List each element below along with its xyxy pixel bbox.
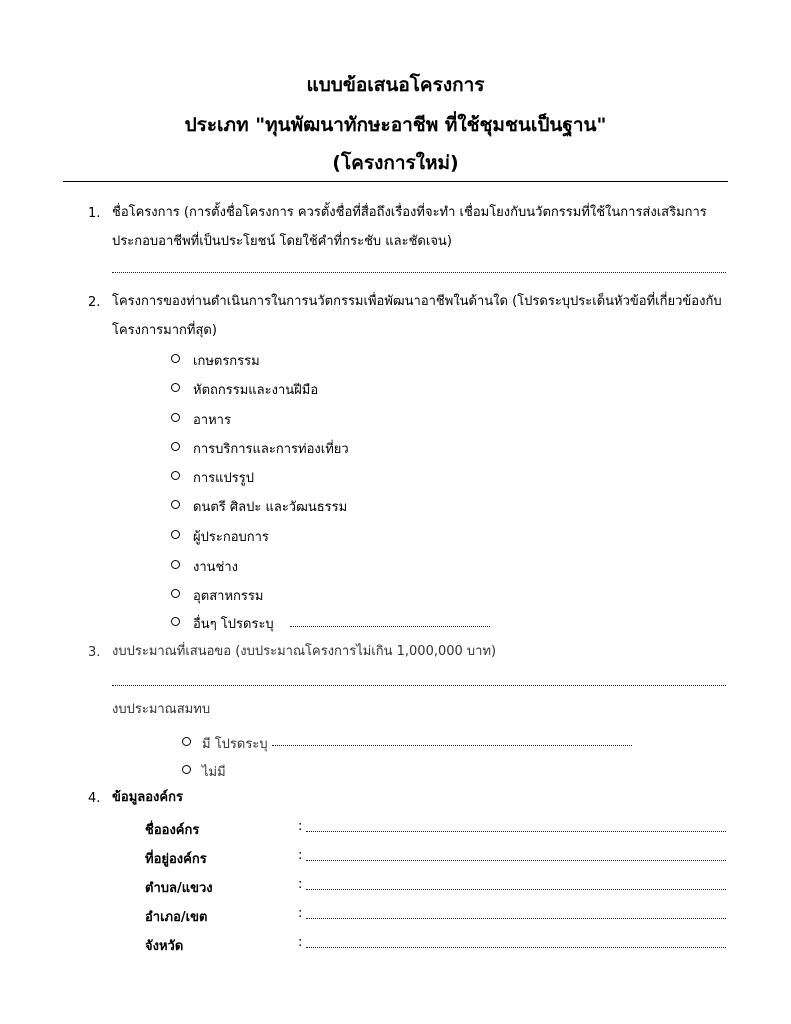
radio-option[interactable] [171, 383, 180, 392]
q2-text-line1: โครงการของท่านดำเนินการในการนวัตกรรมเพื่อพัฒนาอาชีพในด้านใด (โปรดระบุประเด็นหัวข้อที่เกี่ยวข้องกับ [112, 294, 722, 309]
field-colon: : [298, 819, 303, 834]
q2-option-label: การบริการและการท่องเที่ยว [193, 442, 349, 457]
q3-cofund-specify-line[interactable] [272, 745, 632, 746]
q3-answer-line[interactable] [112, 685, 726, 686]
q2-option-label: อื่นๆ โปรดระบุ [193, 617, 274, 632]
q2-option-label: เกษตรกรรม [193, 354, 260, 369]
q2-text-line2: โครงการมากที่สุด) [112, 323, 217, 338]
radio-option[interactable] [171, 589, 180, 598]
q4-number: 4. [88, 791, 101, 806]
field-colon: : [298, 877, 303, 892]
q2-number: 2. [88, 295, 101, 310]
q3-option-label: ไม่มี [202, 765, 226, 780]
q1-text-line2: ประกอบอาชีพที่เป็นประโยชน์ โดยใช้คำที่กระชับ และชัดเจน) [112, 234, 452, 249]
field-colon: : [298, 848, 303, 863]
q1-answer-line[interactable] [112, 272, 726, 273]
org-field-label: อำเภอ/เขต [145, 910, 208, 925]
form-subtitle: (โครงการใหม่) [332, 152, 459, 174]
q2-other-specify-line[interactable] [290, 626, 490, 627]
org-province-input-line[interactable] [306, 947, 726, 948]
q1-number: 1. [88, 206, 101, 221]
q2-option-label: งานช่าง [193, 560, 239, 575]
radio-option[interactable] [171, 500, 180, 509]
radio-option[interactable] [171, 617, 180, 626]
form-title: แบบข้อเสนอโครงการ [306, 74, 485, 96]
radio-option[interactable] [171, 530, 180, 539]
org-field-label: ตำบล/แขวง [145, 881, 213, 896]
q2-option-label: อุตสาหกรรม [193, 589, 264, 604]
org-field-label: ชื่อองค์กร [145, 823, 200, 838]
q2-option-label: ผู้ประกอบการ [193, 530, 269, 545]
org-subdistrict-input-line[interactable] [306, 889, 726, 890]
org-district-input-line[interactable] [306, 918, 726, 919]
form-type-title: ประเภท "ทุนพัฒนาทักษะอาชีพ ที่ใช้ชุมชนเป็นฐาน" [184, 114, 607, 136]
q2-option-label: ดนตรี ศิลปะ และวัฒนธรรม [193, 500, 348, 515]
field-colon: : [298, 935, 303, 950]
radio-option[interactable] [171, 354, 180, 363]
q3-option-label: มี โปรดระบุ [202, 737, 268, 752]
q3-cofund-label: งบประมาณสมทบ [112, 702, 211, 717]
q2-option-label: การแปรรูป [193, 471, 255, 486]
radio-option[interactable] [171, 560, 180, 569]
header-divider [63, 181, 728, 182]
q1-text-line1: ชื่อโครงการ (การตั้งชื่อโครงการ ควรตั้งชื่อที่สื่อถึงเรื่องที่จะทำ เชื่อมโยงกับนวัตกรรมที่ใช้ในการส่งเสริมการ [112, 205, 707, 220]
radio-option[interactable] [171, 413, 180, 422]
q2-option-label: หัตถกรรมและงานฝีมือ [193, 383, 319, 398]
radio-option[interactable] [171, 471, 180, 480]
q3-text: งบประมาณที่เสนอขอ (งบประมาณโครงการไม่เกิน 1,000,000 บาท) [112, 644, 497, 659]
q3-number: 3. [88, 645, 101, 660]
radio-option[interactable] [182, 765, 191, 774]
field-colon: : [298, 906, 303, 921]
org-field-label: ที่อยู่องค์กร [145, 852, 207, 867]
radio-option[interactable] [182, 737, 191, 746]
q4-title: ข้อมูลองค์กร [112, 790, 183, 805]
q2-option-label: อาหาร [193, 413, 231, 428]
org-name-input-line[interactable] [306, 831, 726, 832]
org-field-label: จังหวัด [145, 939, 184, 954]
org-address-input-line[interactable] [306, 860, 726, 861]
radio-option[interactable] [171, 442, 180, 451]
